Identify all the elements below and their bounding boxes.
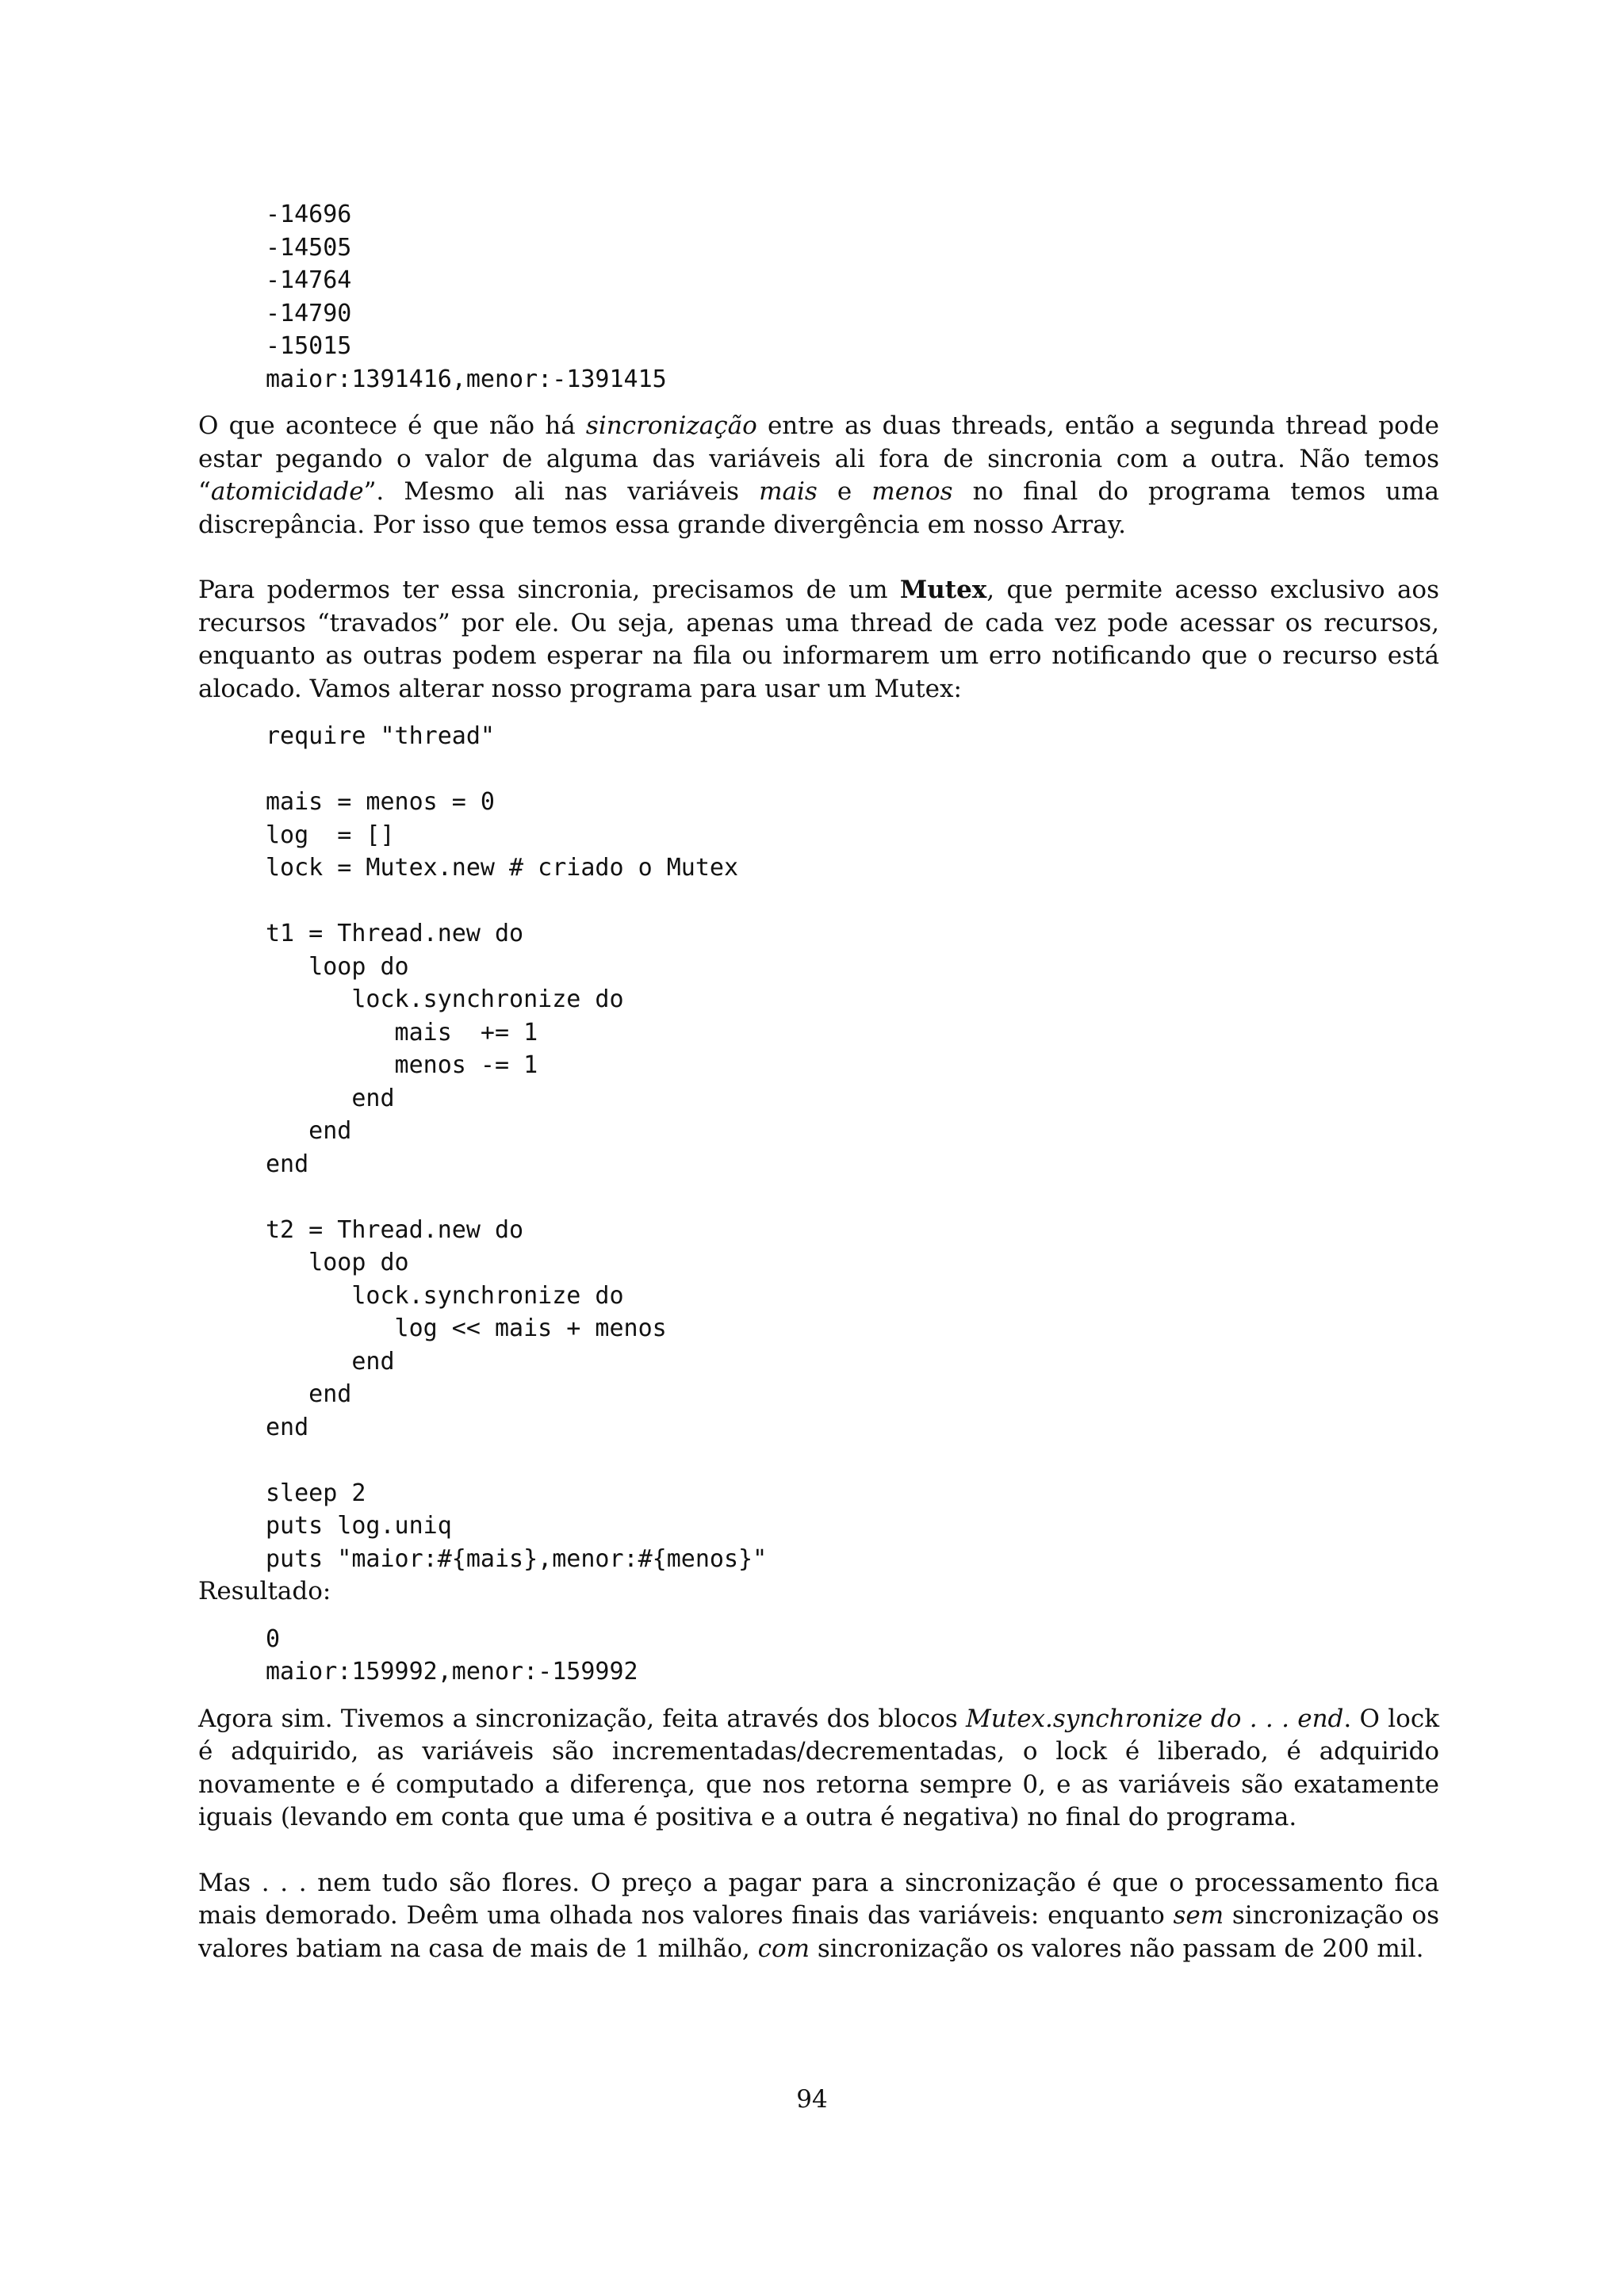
page-body bbox=[198, 198, 1439, 1965]
paragraph-mutex: Para podermos ter essa sincronia, precisamos de um Mutex, que permite acesso exclusivo aos recursos “travados” por ele. Ou seja, apenas uma thread de cada vez pode acessar os recursos, enquanto as outras podem esperar na fila ou informarem um erro notificando que o recurso está alocado. Vamos alterar nosso programa para usar um Mutex: bbox=[198, 576, 1440, 703]
code-line: end bbox=[266, 1347, 395, 1376]
code-line: sleep 2 bbox=[266, 1479, 366, 1507]
output-line: 0 bbox=[266, 1624, 281, 1653]
output-line: maior:1391416,menor:-1391415 bbox=[266, 365, 667, 393]
result-label: Resultado: bbox=[198, 1577, 331, 1605]
output-line: -14790 bbox=[266, 299, 352, 327]
code-line: puts log.uniq bbox=[266, 1512, 452, 1540]
page-number: 94 bbox=[796, 2085, 828, 2114]
code-line: mais += 1 bbox=[266, 1018, 538, 1047]
code-line: log = [] bbox=[266, 821, 395, 849]
output-line: maior:159992,menor:-159992 bbox=[266, 1658, 638, 1686]
code-line: loop do bbox=[266, 952, 409, 981]
paragraph-sincronizacao: O que acontece é que não há sincronização entre as duas threads, então a segunda thread pode estar pegando o valor de alguma das variáveis ali fora de sincronia com a outra. Não temos “atomicidade”. Mesmo ali nas variáveis mais e menos no final do programa temos uma discrepância. Por isso que temos essa grande divergência em nosso Array. bbox=[198, 411, 1440, 539]
code-line: log << mais + menos bbox=[266, 1314, 667, 1342]
code-line: end bbox=[266, 1117, 352, 1145]
paragraph-mas-nem-tudo: Mas . . . nem tudo são flores. O preço a pagar para a sincronização é que o processamento fica mais demorado. Deêm uma olhada nos valores finais das variáveis: enquanto sem sincronização os valores batiam na casa de mais de 1 milhão, com sincronização os valores não passam de 200 mil. bbox=[198, 1868, 1439, 1963]
code-line: lock.synchronize do bbox=[266, 985, 624, 1013]
code-line: end bbox=[266, 1150, 309, 1178]
code-line: menos -= 1 bbox=[266, 1051, 538, 1079]
paragraph-agora-sim: Agora sim. Tivemos a sincronização, feita através dos blocos Mutex.synchronize do . . . end. O lock é adquirido, as variáveis são incrementadas/decrementadas, o lock é liberado, é adquirido novamente e é computado a diferença, que nos retorna sempre 0, e as variáveis são exatamente iguais (levando em conta que uma é positiva e a outra é negativa) no final do programa. bbox=[198, 1704, 1439, 1831]
code-line: require "thread" bbox=[266, 722, 495, 750]
output-block-top bbox=[198, 198, 1439, 396]
code-line: end bbox=[266, 1084, 395, 1112]
code-line: t2 = Thread.new do bbox=[266, 1215, 524, 1244]
output-line: -15015 bbox=[266, 332, 352, 360]
code-line: puts "maior:#{mais},menor:#{menos}" bbox=[266, 1544, 768, 1573]
code-line: lock = Mutex.new # criado o Mutex bbox=[266, 854, 739, 882]
code-line: mais = menos = 0 bbox=[266, 788, 495, 816]
output-block-result bbox=[198, 1623, 1439, 1689]
code-line: loop do bbox=[266, 1249, 409, 1276]
code-line: end bbox=[266, 1413, 309, 1441]
code-block bbox=[198, 720, 1439, 1575]
code-line: t1 = Thread.new do bbox=[266, 920, 524, 947]
output-line: -14696 bbox=[266, 201, 352, 228]
output-line: -14764 bbox=[266, 266, 352, 294]
output-line: -14505 bbox=[266, 233, 352, 262]
code-line: lock.synchronize do bbox=[266, 1281, 624, 1310]
code-line: end bbox=[266, 1380, 352, 1408]
